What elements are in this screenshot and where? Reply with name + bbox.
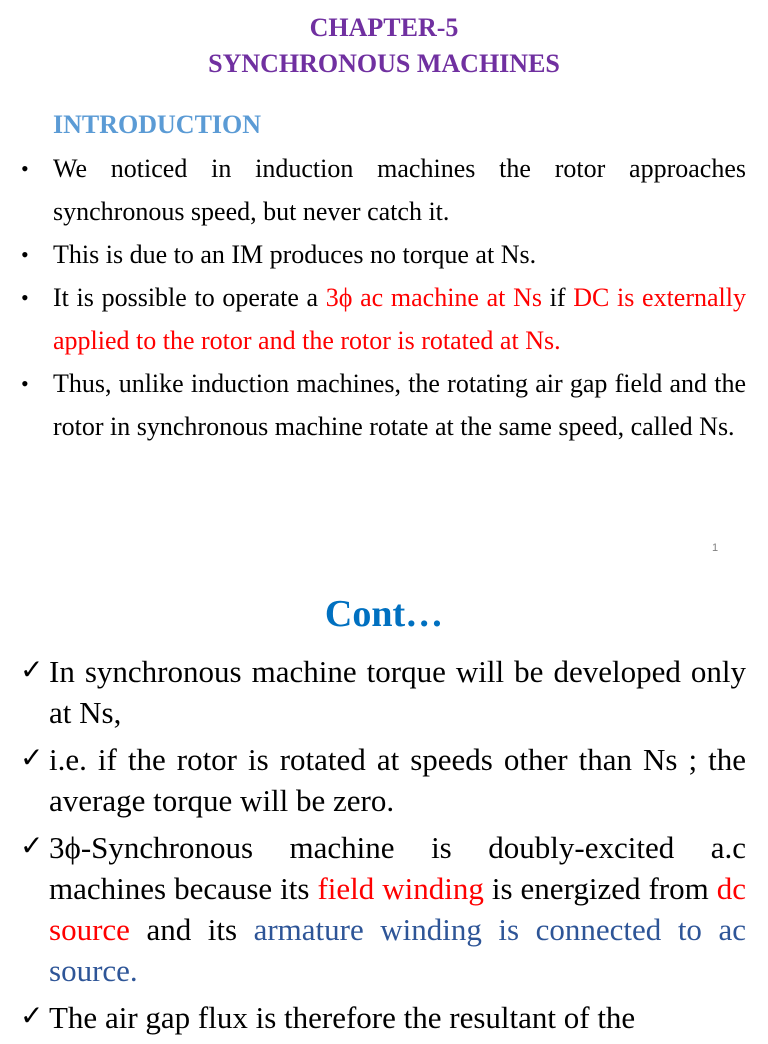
bullet-icon: • [21,371,29,396]
section-heading: INTRODUCTION [53,110,262,139]
item-text: The air gap flux is therefore the resultant of the [49,1000,636,1035]
bullet-list [0,147,768,448]
checkmark-icon: ✓ [20,653,44,686]
highlight-text: field winding [317,871,484,906]
item-text: i.e. if the rotor is rotated at speeds other than Ns ; the average torque will be zero. [49,742,746,818]
page-title: SYNCHRONOUS MACHINES [208,49,560,78]
bullet-text: It is possible to operate a [53,283,326,312]
slide-title: Cont… [324,593,444,635]
list-item [0,233,768,276]
list-item [0,997,768,1038]
bullet-icon: • [21,285,29,310]
list-item [0,739,768,821]
bullet-text: if [541,283,574,312]
bullet-icon: • [21,242,29,267]
checkmark-icon: ✓ [20,829,44,862]
bullet-text: We noticed in induction machines the rotor approaches synchronous speed, but never catch it. [53,154,746,226]
highlight-text: DC is externally applied to the rotor and the rotor is rotated at Ns. [53,283,746,355]
list-item [0,827,768,991]
bullet-text: Thus, unlike induction machines, the rotating air gap field and the rotor in synchronous machine rotate at the same speed, called Ns. [53,369,746,441]
checkmark-icon: ✓ [20,999,44,1032]
chapter-heading: CHAPTER-5 [309,13,459,42]
bullet-icon: • [21,156,29,181]
list-item [0,276,768,362]
item-text: and its [129,912,254,947]
highlight-text: dc source [49,871,746,947]
item-text: 3ϕ-Synchronous machine is doubly-excited a.c machines because its [49,830,746,906]
highlight-text: armature winding is connected to ac source. [49,912,746,988]
item-text: is energized from [483,871,717,906]
item-text: In synchronous machine torque will be developed only at Ns, [49,654,746,730]
list-item [0,651,768,733]
list-item [0,147,768,233]
check-list [0,651,768,1044]
slide-2 [0,575,768,1035]
page-number: 1 [712,542,719,554]
list-item [0,362,768,448]
checkmark-icon: ✓ [20,741,44,774]
highlight-text: 3ϕ ac machine at Ns [325,283,542,312]
bullet-text: This is due to an IM produces no torque at Ns. [53,240,537,269]
